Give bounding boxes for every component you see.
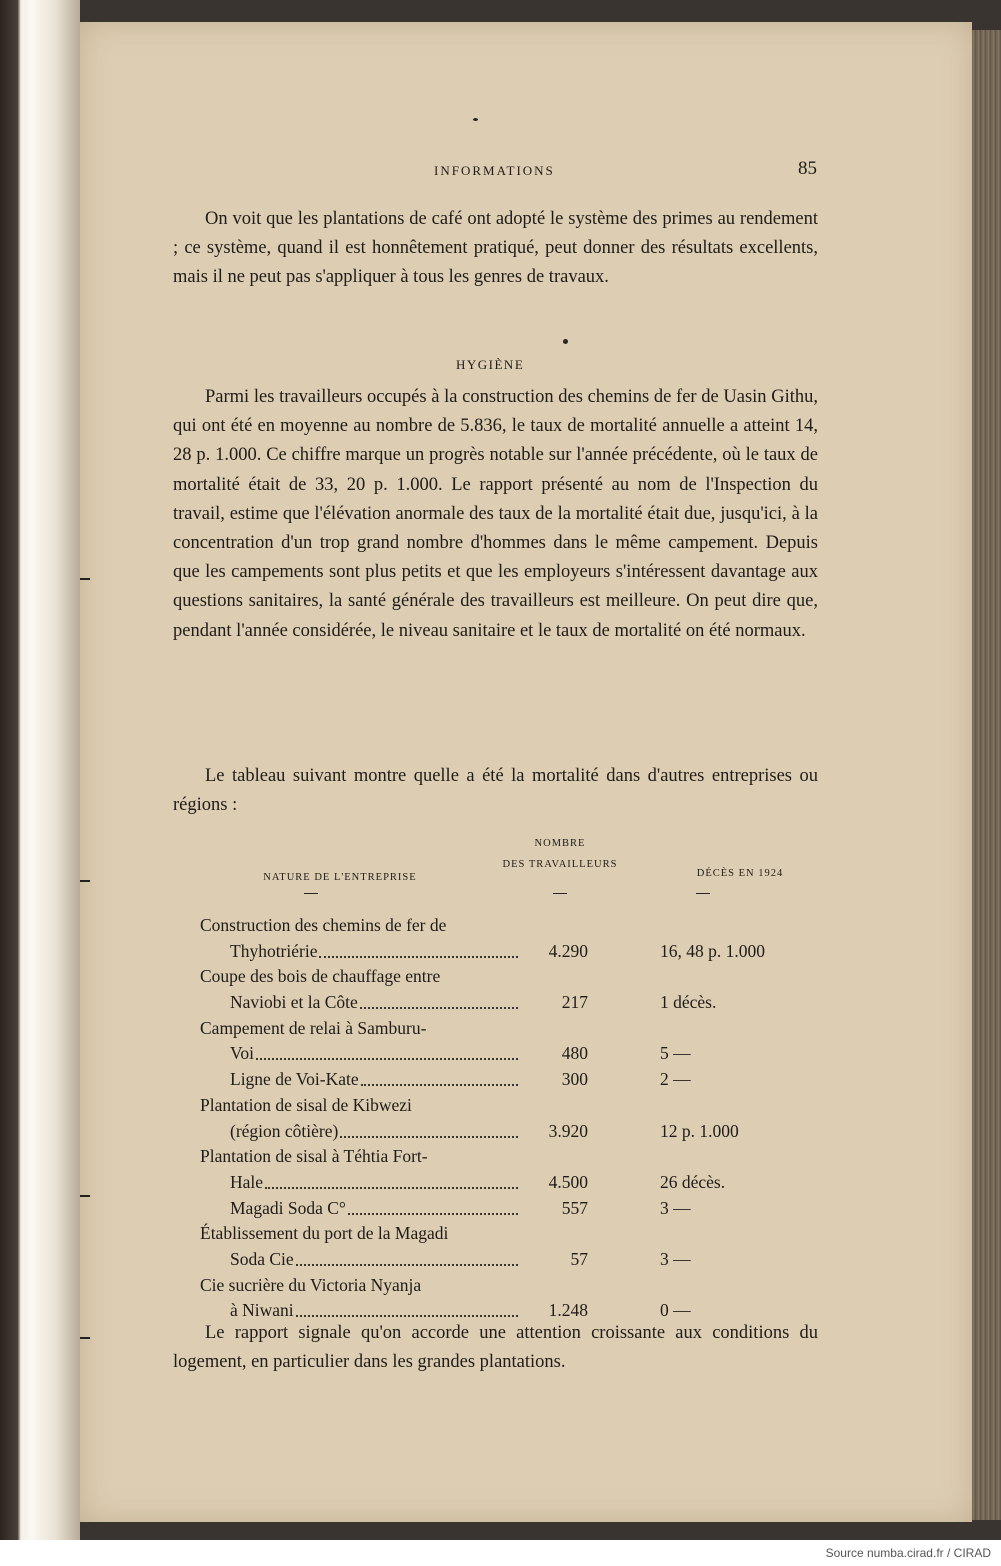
row-label: Voi — [230, 1043, 254, 1064]
row-deaths: 0 — — [660, 1300, 691, 1321]
mortality-table — [200, 913, 830, 1324]
dot-leader — [319, 956, 518, 958]
row-label: Coupe des bois de chauffage entre — [200, 966, 441, 987]
page-number: 85 — [798, 158, 817, 179]
row-label: Naviobi et la Côte — [230, 992, 358, 1013]
margin-tick — [80, 1337, 90, 1339]
dot-leader — [265, 1187, 518, 1189]
row-workers: 480 — [561, 1043, 588, 1064]
page-block-edge — [972, 30, 1001, 1520]
margin-tick — [80, 880, 90, 882]
table-row — [200, 1067, 830, 1093]
row-label: Ligne de Voi-Kate — [230, 1069, 359, 1090]
row-workers: 4.500 — [548, 1171, 588, 1192]
table-row — [200, 913, 830, 939]
margin-tick — [80, 1195, 90, 1197]
column-header-workers — [470, 836, 650, 872]
column-header-deaths: DÉCÈS EN 1924 — [696, 868, 784, 879]
row-workers: 300 — [561, 1069, 588, 1090]
row-workers: 557 — [561, 1197, 588, 1218]
row-label: Plantation de sisal à Téhtia Fort- — [200, 1146, 428, 1167]
row-workers: 217 — [561, 992, 588, 1013]
row-label: Campement de relai à Samburu- — [200, 1017, 427, 1038]
dot-leader — [360, 1007, 518, 1009]
table-row — [200, 1221, 830, 1247]
book-binding — [0, 0, 80, 1540]
row-deaths: 5 — — [660, 1043, 691, 1064]
row-label: Magadi Soda C° — [230, 1197, 346, 1218]
table-row — [200, 1273, 830, 1299]
table-row — [200, 990, 830, 1016]
table-row — [200, 1093, 830, 1119]
margin-tick — [80, 578, 90, 580]
ink-speck — [563, 339, 568, 344]
paragraph-housing: Le rapport signale qu'on accorde une attention croissante aux conditions du logement, en particulier dans les grandes plantations. — [173, 1323, 818, 1373]
column-header-workers-line-2: DES TRAVAILLEURS — [502, 859, 618, 870]
row-deaths: 12 p. 1.000 — [660, 1120, 739, 1141]
table-row — [200, 1196, 830, 1222]
dot-leader — [296, 1315, 518, 1317]
row-label: Plantation de sisal de Kibwezi — [200, 1094, 412, 1115]
row-label: Construction des chemins de fer de — [200, 915, 447, 935]
running-head: INFORMATIONS — [434, 163, 555, 178]
row-deaths: 26 décès. — [660, 1171, 726, 1192]
table-row — [200, 939, 830, 965]
row-workers: 57 — [570, 1248, 588, 1269]
paragraph-railway-mortality: Parmi les travailleurs occupés à la construction des chemins de fer de Uasin Githu, qui ont été en moyenne au nombre de 5.836, le taux de mortalité annuelle a atteint 14, 28 p. 1.000. Ce chiffre marque un progrès notable sur l'année précédente, où le taux de mortalité était de 33, 20 p. 1.000. Le rapport présenté au nom de l'Inspection du travail, estime que l'élévation anormale des taux de la mortalité était due, jusqu'ici, à la concentration d'un trop grand nombre d'hommes dans le même campement. Depuis que les campements sont plus petits et que les employeurs s'intéressent davantage aux questions sanitaires, la santé générale des travailleurs est meilleure. On peut dire que, pendant l'année considérée, le niveau sanitaire et le taux de mortalité on été normaux. — [173, 387, 818, 641]
column-dash — [696, 893, 710, 894]
row-label: Thyhotriérie — [230, 940, 318, 961]
column-dash — [304, 893, 318, 894]
dot-leader — [348, 1213, 518, 1215]
row-deaths: 16, 48 p. 1.000 — [660, 940, 765, 961]
table-row — [200, 1119, 830, 1145]
row-deaths: 3 — — [660, 1197, 691, 1218]
dot-leader — [256, 1058, 518, 1060]
column-dash — [553, 893, 567, 894]
table-row — [200, 1041, 830, 1067]
table-row — [200, 1170, 830, 1196]
row-deaths: 1 décès. — [660, 992, 717, 1013]
row-workers: 1.248 — [548, 1300, 588, 1321]
section-heading: HYGIÈNE — [456, 357, 525, 372]
row-label: Hale — [230, 1171, 264, 1192]
row-workers: 4.290 — [548, 940, 588, 961]
source-credit: Source numba.cirad.fr / CIRAD — [825, 1546, 991, 1560]
row-deaths: 3 — — [660, 1248, 691, 1269]
row-label: (région côtière) — [230, 1120, 339, 1141]
table-row — [200, 1016, 830, 1042]
dot-leader — [340, 1136, 518, 1138]
paragraph-table-intro: Le tableau suivant montre quelle a été la mortalité dans d'autres entreprises ou régions : — [173, 766, 818, 816]
dot-leader — [361, 1084, 518, 1086]
row-workers: 3.920 — [548, 1120, 588, 1141]
row-label: Soda Cie — [230, 1248, 294, 1269]
table-row — [200, 1144, 830, 1170]
row-label: Cie sucrière du Victoria Nyanja — [200, 1274, 422, 1295]
row-deaths: 2 — — [660, 1069, 691, 1090]
table-row — [200, 1247, 830, 1273]
paragraph-coffee-plantations: On voit que les plantations de café ont adopté le système des primes au rendement ; ce système, quand il est honnêtement pratiqué, peut donner des résultats excellents, mais il ne peut pas s'appliquer à tous les genres de travaux. — [173, 209, 818, 288]
row-label: Établissement du port de la Magadi — [200, 1223, 449, 1244]
dot-leader — [296, 1264, 518, 1266]
row-label: à Niwani — [230, 1300, 294, 1321]
table-row — [200, 964, 830, 990]
column-header-enterprise: NATURE DE L'ENTREPRISE — [263, 872, 417, 883]
column-header-workers-line-1: NOMBRE — [534, 838, 586, 849]
ink-speck — [473, 118, 478, 121]
